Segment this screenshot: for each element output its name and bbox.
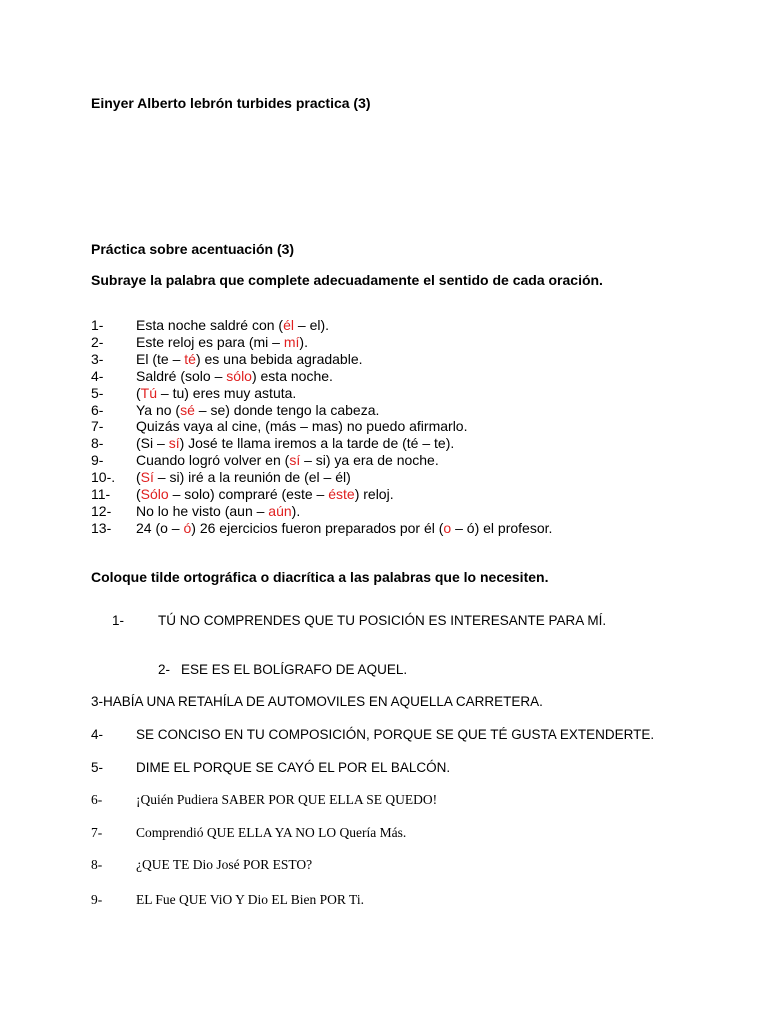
sentence-fragment: ) esta noche.: [251, 367, 333, 384]
sentence-fragment: (: [136, 486, 141, 502]
sentence-fragment: Cuando logró volver en (: [136, 452, 290, 469]
item-sentence: [136, 503, 300, 520]
answer-highlight: aún: [268, 502, 292, 519]
ex2-text: TÚ NO COMPRENDES QUE TU POSICIÓN ES INTERESANTE PARA MÍ.: [158, 613, 607, 628]
item-number: 12-: [91, 502, 112, 519]
item-number: 13-: [91, 519, 112, 536]
ex2-text: SE CONCISO EN TU COMPOSICIÓN, PORQUE SE QUE TÉ GUSTA EXTENDERTE.: [136, 727, 655, 742]
sentence-fragment: – tu) eres muy astuta.: [157, 384, 297, 401]
ex2-text: Comprendió QUE ELLA YA NO LO Quería Más.: [136, 825, 407, 840]
item-sentence: [136, 486, 394, 503]
item-sentence: [136, 435, 454, 452]
answer-highlight: sí: [168, 435, 180, 452]
sentence-fragment: – se) donde tengo la cabeza.: [194, 401, 380, 418]
item-sentence: [136, 317, 329, 334]
ex2-text: ¡Quién Pudiera SABER POR QUE ELLA SE QUEDO!: [136, 792, 438, 807]
item-sentence: [136, 520, 552, 537]
sentence-fragment: – solo) compraré (este –: [168, 486, 329, 502]
sentence-fragment: Esta noche saldré con (: [136, 317, 284, 333]
answer-highlight: sí: [289, 452, 301, 469]
item-sentence: [136, 418, 467, 435]
sentence-fragment: ) José te llama iremos a la tarde de (té – te).: [179, 435, 455, 452]
answer-highlight: sé: [180, 401, 195, 418]
ex2-number: 7-: [91, 825, 103, 840]
sentence-fragment: Ya no (: [136, 401, 181, 418]
ex2-text: EL Fue QUE ViO Y Dio EL Bien POR Ti.: [136, 892, 364, 907]
answer-highlight: o: [443, 519, 452, 536]
sentence-fragment: (Si –: [136, 435, 169, 452]
answer-highlight: Tú: [140, 384, 158, 401]
item-number: 5-: [91, 384, 104, 401]
item-sentence: [136, 385, 296, 402]
item-number: 8-: [91, 435, 104, 452]
answer-highlight: Sólo: [140, 486, 169, 502]
ex2-text: ¿QUE TE Dio José POR ESTO?: [136, 857, 313, 872]
sentence-fragment: No lo he visto (aun –: [136, 502, 269, 519]
ex2-text: ESE ES EL BOLÍGRAFO DE AQUEL.: [181, 662, 408, 677]
item-sentence: [136, 452, 439, 469]
ex2-number: 2-: [158, 662, 171, 677]
item-number: 3-: [91, 350, 104, 367]
answer-highlight: él: [283, 317, 294, 333]
item-number: 7-: [91, 418, 104, 435]
answer-highlight: té: [184, 350, 196, 367]
ex2-number: 4-: [91, 727, 104, 742]
sentence-fragment: ) es una bebida agradable.: [195, 350, 363, 367]
section1-title: Práctica sobre acentuación (3): [91, 241, 295, 257]
ex2-number: 5-: [91, 760, 104, 775]
ex2-number: 8-: [91, 857, 103, 872]
answer-highlight: éste: [328, 486, 355, 502]
sentence-fragment: – si) ya era de noche.: [300, 452, 439, 469]
sentence-fragment: – si) iré a la reunión de (el – él): [153, 469, 351, 486]
ex2-text: 3-HABÍA UNA RETAHÍLA DE AUTOMOVILES EN AQUELLA CARRETERA.: [91, 694, 543, 709]
item-number: 6-: [91, 401, 104, 418]
sentence-fragment: ).: [299, 333, 308, 350]
ex2-number: 1-: [112, 613, 125, 628]
item-number: 4-: [91, 367, 104, 384]
item-number: 11-: [91, 486, 111, 502]
sentence-fragment: ) reloj.: [354, 486, 394, 502]
sentence-fragment: 24 (o –: [136, 519, 184, 536]
answer-highlight: Sí: [140, 469, 154, 486]
item-sentence: [136, 402, 379, 419]
item-sentence: [136, 469, 351, 486]
answer-highlight: ó: [183, 519, 192, 536]
sentence-fragment: Este reloj es para (mi –: [136, 333, 284, 350]
item-sentence: [136, 368, 333, 385]
student-title: Einyer Alberto lebrón turbides practica (3): [91, 95, 371, 111]
item-number: 9-: [91, 452, 104, 469]
ex2-text: DIME EL PORQUE SE CAYÓ EL POR EL BALCÓN.: [136, 760, 451, 775]
section2-instruction: Coloque tilde ortográfica o diacrítica a las palabras que lo necesiten.: [91, 569, 549, 585]
sentence-fragment: ) 26 ejercicios fueron preparados por él (: [191, 519, 444, 536]
item-number: 2-: [91, 333, 104, 350]
ex2-number: 6-: [91, 792, 103, 807]
sentence-fragment: ).: [291, 502, 301, 519]
item-number: 1-: [91, 317, 104, 333]
sentence-fragment: – ó) el profesor.: [451, 519, 553, 536]
sentence-fragment: – el).: [294, 317, 330, 333]
sentence-fragment: (: [136, 469, 141, 486]
answer-highlight: sólo: [226, 367, 252, 384]
section1-instruction: Subraye la palabra que complete adecuadamente el sentido de cada oración.: [91, 272, 603, 288]
item-sentence: [136, 351, 363, 368]
item-number: 10-.: [91, 469, 116, 486]
item-sentence: [136, 334, 308, 351]
sentence-fragment: (: [136, 384, 141, 401]
answer-highlight: mí: [283, 333, 300, 350]
sentence-fragment: Quizás vaya al cine, (más – mas) no puedo afirmarlo.: [136, 418, 468, 435]
sentence-fragment: Saldré (solo –: [136, 367, 227, 384]
sentence-fragment: El (te –: [136, 350, 185, 367]
ex2-number: 9-: [91, 892, 103, 907]
